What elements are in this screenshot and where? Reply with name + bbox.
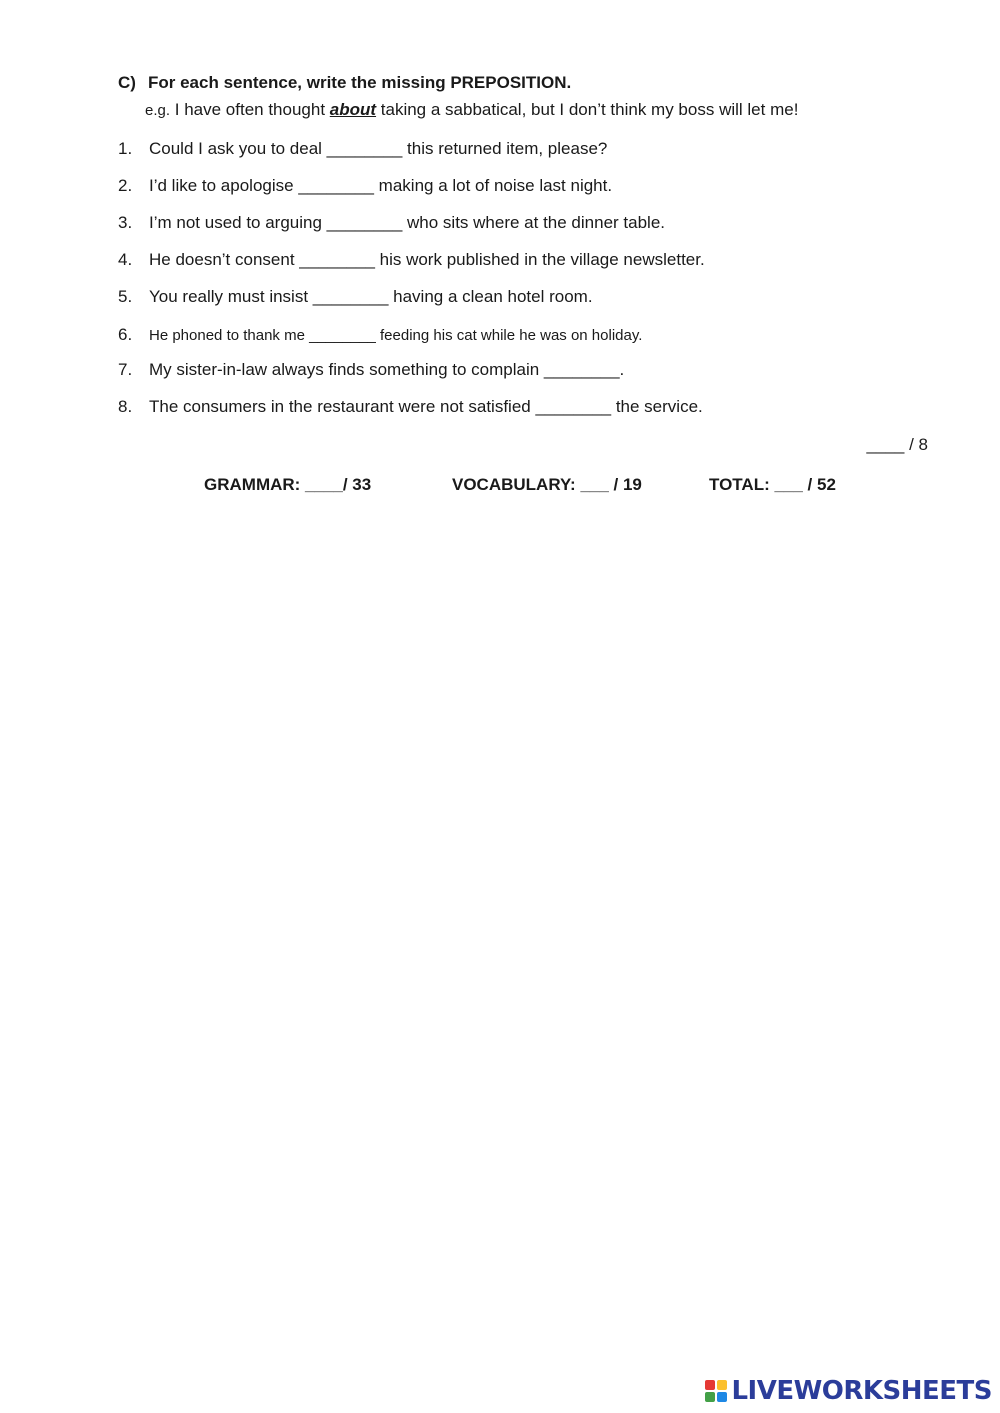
example-sentence xyxy=(145,100,798,120)
question-number: 7. xyxy=(118,360,133,379)
question-item xyxy=(118,397,703,417)
example-prefix: e.g. xyxy=(145,102,171,119)
question-text: He phoned to thank me ________ feeding his cat while he was on holiday. xyxy=(149,327,643,344)
section-score: ____ / 8 xyxy=(866,435,928,454)
logo-square-blue xyxy=(717,1392,727,1402)
logo-square-yellow xyxy=(717,1380,727,1390)
question-item xyxy=(118,139,607,159)
section-heading xyxy=(118,73,571,93)
question-text: My sister-in-law always finds something to complain ________. xyxy=(149,360,625,379)
question-number: 3. xyxy=(118,213,133,232)
question-item xyxy=(118,213,665,233)
question-number: 5. xyxy=(118,287,133,306)
question-number: 2. xyxy=(118,176,133,195)
liveworksheets-logo-icon xyxy=(705,1380,727,1402)
logo-square-red xyxy=(705,1380,715,1390)
question-number: 8. xyxy=(118,397,133,416)
question-item xyxy=(118,325,642,345)
question-item xyxy=(118,176,612,196)
question-text: You really must insist ________ having a clean hotel room. xyxy=(149,287,593,306)
example-answer: about xyxy=(329,100,377,119)
question-text: I’d like to apologise ________ making a lot of noise last night. xyxy=(149,176,613,195)
question-item xyxy=(118,360,624,380)
section-instruction: For each sentence, write the missing PREPOSITION. xyxy=(148,73,572,92)
question-text: He doesn’t consent ________ his work published in the village newsletter. xyxy=(149,250,705,269)
question-text: Could I ask you to deal ________ this returned item, please? xyxy=(149,139,608,158)
watermark-text: LIVEWORKSHEETS xyxy=(731,1376,992,1406)
liveworksheets-watermark xyxy=(705,1376,992,1406)
question-number: 1. xyxy=(118,139,133,158)
example-before: I have often thought xyxy=(170,100,330,119)
example-after: taking a sabbatical, but I don’t think my boss will let me! xyxy=(376,100,799,119)
grammar-total: GRAMMAR: ____/ 33 xyxy=(204,475,372,494)
question-number: 6. xyxy=(118,325,133,344)
logo-square-green xyxy=(705,1392,715,1402)
section-letter: C) xyxy=(118,73,136,92)
vocabulary-total: VOCABULARY: ___ / 19 xyxy=(452,475,642,494)
question-item xyxy=(118,287,593,307)
question-item xyxy=(118,250,705,270)
overall-total: TOTAL: ___ / 52 xyxy=(709,475,836,494)
question-text: The consumers in the restaurant were not satisfied ________ the service. xyxy=(149,397,703,416)
question-number: 4. xyxy=(118,250,133,269)
question-text: I’m not used to arguing ________ who sits where at the dinner table. xyxy=(149,213,666,232)
